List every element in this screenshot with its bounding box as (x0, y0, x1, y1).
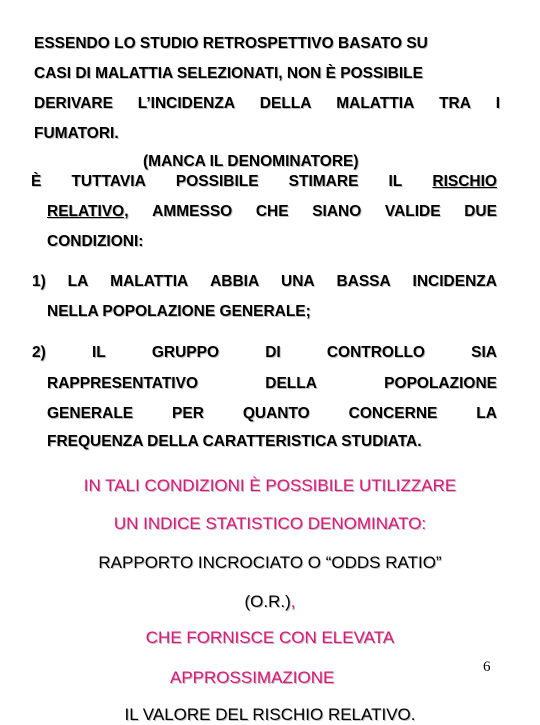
text-line-7: RELATIVO, AMMESSO CHE SIANO VALIDE DUE (47, 203, 497, 220)
text-line-2: CASI DI MALATTIA SELEZIONATI, NON È POSSIBILE (34, 65, 423, 82)
relative-risk-term-part1: RISCHIO (432, 173, 497, 190)
conclusion-line-3: CHE FORNISCE CON ELEVATA (145, 628, 395, 647)
text-line-4: FUMATORI. (34, 125, 119, 142)
conclusion-line-5: IL VALORE DEL RISCHIO RELATIVO. (124, 705, 416, 724)
missing-denominator-note: (MANCA IL DENOMINATORE) (143, 153, 359, 170)
text-line-8: CONDIZIONI: (47, 233, 144, 250)
odds-ratio-abbrev: (O.R.) (244, 592, 291, 611)
text-line-1: ESSENDO LO STUDIO RETROSPETTIVO BASATO SU (34, 35, 428, 52)
odds-ratio-line: RAPPORTO INCROCIATO O “ODDS RATIO” (98, 553, 442, 572)
relative-risk-term-part2: RELATIVO, (47, 203, 129, 220)
text-line-13: GENERALE PER QUANTO CONCERNE LA (47, 405, 497, 422)
text-line-6: È TUTTAVIA POSSIBILE STIMARE IL RISCHIO (31, 173, 497, 190)
conclusion-line-1: IN TALI CONDIZIONI È POSSIBILE UTILIZZARE (83, 476, 457, 495)
page-number: 6 (483, 659, 491, 675)
text-line-10: NELLA POPOLAZIONE GENERALE; (47, 303, 311, 320)
text-line-3: DERIVARE L’INCIDENZA DELLA MALATTIA TRA I (34, 95, 500, 112)
conclusion-line-2: UN INDICE STATISTICO DENOMINATO: (113, 514, 427, 533)
odds-ratio-abbrev-line (0, 592, 540, 612)
conclusion-line-4: APPROSSIMAZIONE (170, 668, 335, 687)
odds-ratio-comma: , (290, 592, 296, 611)
text-line-11: 2) IL GRUPPO DI CONTROLLO SIA (32, 344, 497, 361)
text-line-9: 1) LA MALATTIA ABBIA UNA BASSA INCIDENZA (32, 273, 497, 290)
text-line-14: FREQUENZA DELLA CARATTERISTICA STUDIATA. (47, 433, 422, 450)
text-line-12: RAPPRESENTATIVO DELLA POPOLAZIONE (47, 375, 497, 392)
